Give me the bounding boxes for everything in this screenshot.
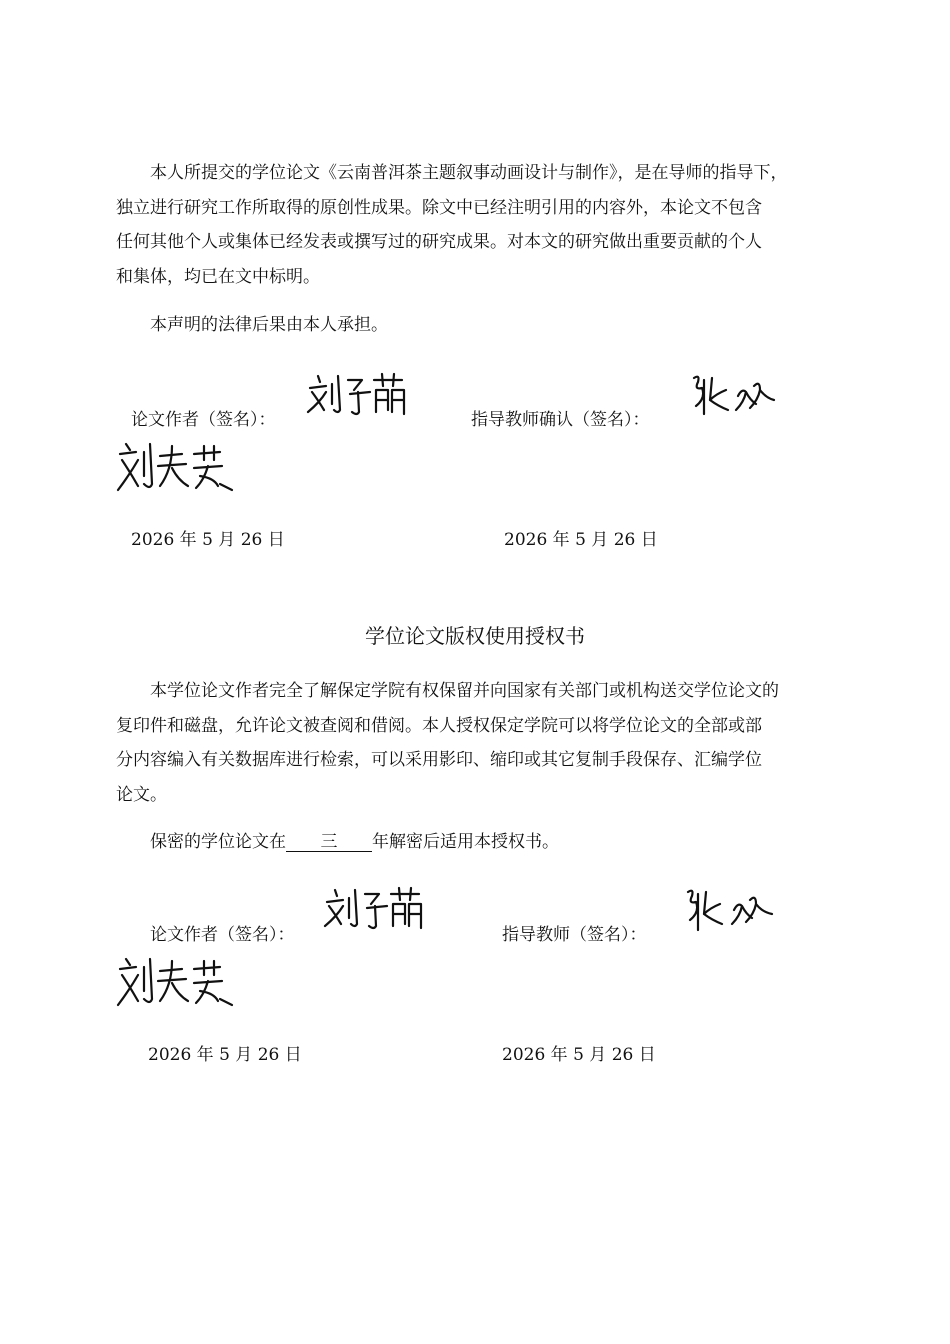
declaration-author-date: 2026 年 5 月 26 日 [131, 530, 285, 550]
authorization-line: 分内容编入有关数据库进行检索，可以采用影印、缩印或其它复制手段保存、汇编学位 [116, 750, 762, 770]
authorization-paragraph [116, 674, 876, 812]
declaration-line: 任何其他个人或集体已经发表或撰写过的研究成果。对本文的研究做出重要贡献的个人 [116, 232, 762, 252]
author-signature-primary [304, 370, 408, 416]
authorization-author-date: 2026 年 5 月 26 日 [148, 1045, 302, 1065]
author-signature-secondary [116, 440, 236, 496]
secrecy-prefix: 保密的学位论文在 [150, 832, 286, 852]
legal-statement: 本声明的法律后果由本人承担。 [150, 315, 388, 335]
authorization-line: 论文。 [116, 784, 167, 805]
secrecy-statement [150, 827, 559, 852]
declaration-author-label: 论文作者（签名）： [131, 410, 276, 430]
advisor-signature-2 [680, 884, 776, 934]
declaration-advisor-label: 指导教师确认（签名）： [471, 410, 650, 430]
advisor-signature [686, 370, 778, 418]
declaration-line: 独立进行研究工作所取得的原创性成果。除文中已经注明引用的内容外，本论文不包含 [116, 197, 762, 218]
authorization-line: 复印件和磁盘，允许论文被查阅和借阅。本人授权保定学院可以将学位论文的全部或部 [116, 715, 762, 736]
authorization-advisor-label: 指导教师（签名）： [502, 925, 647, 945]
authorization-title: 学位论文版权使用授权书 [365, 624, 585, 648]
authorization-author-label: 论文作者（签名）： [150, 925, 295, 945]
author-signature-primary-2 [321, 884, 425, 930]
declaration-line: 本人所提交的学位论文《云南普洱茶主题叙事动画设计与制作》，是在导师的指导下， [150, 163, 788, 183]
declaration-paragraph [116, 156, 876, 294]
authorization-advisor-date: 2026 年 5 月 26 日 [502, 1045, 656, 1065]
declaration-line: 和集体，均已在文中标明。 [116, 266, 320, 287]
secrecy-suffix: 年解密后适用本授权书。 [372, 832, 559, 852]
author-signature-secondary-2 [116, 955, 236, 1011]
authorization-line: 本学位论文作者完全了解保定学院有权保留并向国家有关部门或机构送交学位论文的 [150, 681, 779, 701]
declaration-advisor-date: 2026 年 5 月 26 日 [504, 530, 658, 550]
secrecy-years: 三 [286, 833, 372, 852]
